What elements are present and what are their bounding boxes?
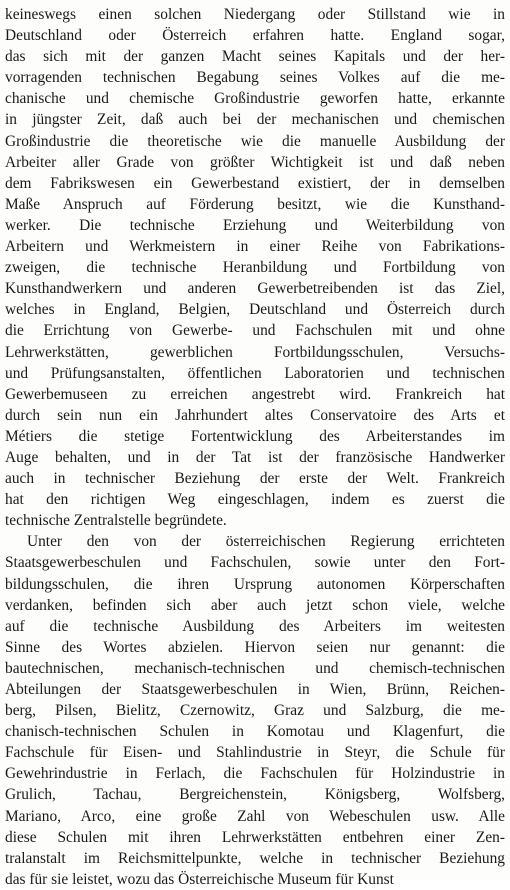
text-line: Fachschule für Eisen- und Stahlindustrie in Steyr, die Schule für — [5, 744, 505, 762]
text-line: chanische und chemische Großindustrie geworfen hatte, erkannte — [5, 90, 505, 108]
text-line: welches in England, Belgien, Deutschland und Österreich durch — [5, 301, 505, 319]
text-line: Gewehrindustrie in Ferlach, die Fachschulen für Holzindustrie in — [5, 765, 505, 783]
body-text — [5, 4, 505, 890]
text-line: werker. Die technische Erziehung und Weiterbildung von — [5, 216, 505, 234]
text-line: Auge behalten, und in der Tat ist der französische Handwerker — [5, 448, 505, 466]
text-line: Grulich, Tachau, Bergreichenstein, Königsberg, Wolfsberg, — [5, 786, 505, 804]
text-line: bautechnischen, mechanisch-technischen und chemisch-technischen — [5, 659, 505, 677]
text-line: Gewerbemuseen zu erreichen angestrebt wird. Frankreich hat — [5, 385, 505, 403]
paragraph — [5, 4, 505, 531]
text-line: in jüngster Zeit, daß auch bei der mechanischen und chemischen — [5, 111, 505, 129]
text-line: bildungsschulen, die ihren Ursprung autonomen Körperschaften — [5, 575, 505, 593]
text-line: Métiers die stetige Fortentwicklung des Arbeiterstandes im — [5, 427, 505, 445]
text-line: und Prüfungsanstalten, öffentlichen Laboratorien und technischen — [5, 364, 505, 382]
text-line: Kunsthandwerkern und anderen Gewerbetreibenden ist das Ziel, — [5, 280, 505, 298]
text-line: tralanstalt im Reichsmittelpunkte, welche in technischer Beziehung — [5, 849, 505, 867]
text-line: auf die technische Ausbildung des Arbeiters im weitesten — [5, 617, 505, 635]
text-line: diese Schulen mit ihren Lehrwerkstätten entbehren einer Zen- — [5, 828, 505, 846]
text-line: Staatsgewerbeschulen und Fachschulen, sowie unter den Fort- — [5, 554, 505, 572]
text-line: Mariano, Arco, eine große Zahl von Webeschulen usw. Alle — [5, 807, 505, 825]
text-line: Unter den von der österreichischen Regierung errichteten — [27, 533, 505, 551]
text-line: Arbeiter aller Grade von größter Wichtigkeit ist und daß neben — [5, 153, 505, 171]
text-line: vorragenden technischen Begabung seines Volkes auf die me- — [5, 69, 505, 87]
text-line: hat den richtigen Weg eingeschlagen, indem es zuerst die — [5, 491, 505, 509]
text-line: zweigen, die technische Heranbildung und Fortbildung von — [5, 259, 505, 277]
text-line: auch in technischer Beziehung der erste der Welt. Frankreich — [5, 470, 505, 488]
text-line: verdanken, befinden sich aber auch jetzt schon viele, welche — [5, 596, 505, 614]
text-line: Lehrwerkstätten, gewerblichen Fortbildungsschulen, Versuchs- — [5, 343, 505, 361]
text-line: Sinne des Wortes abzielen. Hiervon seien nur genannt: die — [5, 638, 505, 656]
text-line: das für sie leistet, wozu das Österreichische Museum für Kunst — [5, 870, 394, 888]
text-line: keineswegs einen solchen Niedergang oder Stillstand wie in — [5, 6, 505, 23]
text-line: Maße Anspruch auf Förderung besitzt, wie die Kunsthand- — [5, 195, 505, 213]
text-line: dem Fabrikswesen ein Gewerbestand existiert, der in demselben — [5, 174, 505, 192]
text-line: chanisch-technischen Schulen in Komotau und Klagenfurt, die — [5, 723, 505, 741]
text-line: Abteilungen der Staatsgewerbeschulen in Wien, Brünn, Reichen- — [5, 681, 505, 698]
paragraph — [5, 531, 505, 890]
text-line: die Errichtung von Gewerbe- und Fachschulen mit und ohne — [5, 322, 505, 340]
text-line: Großindustrie die theoretische wie die manuelle Ausbildung der — [5, 132, 505, 150]
text-line: Deutschland oder Österreich erfahren hatte. England sogar, — [5, 27, 505, 45]
text-line: das sich mit der ganzen Macht seines Kapitals und der her- — [5, 48, 505, 66]
text-line: durch sein nun ein Jahrhundert altes Conservatoire des Arts et — [5, 406, 505, 424]
text-line: Arbeitern und Werkmeistern in einer Reihe von Fabrikations- — [5, 238, 505, 256]
text-line: berg, Pilsen, Bielitz, Czernowitz, Graz und Salzburg, die me- — [5, 702, 505, 720]
text-line: technische Zentralstelle begründete. — [5, 512, 227, 530]
